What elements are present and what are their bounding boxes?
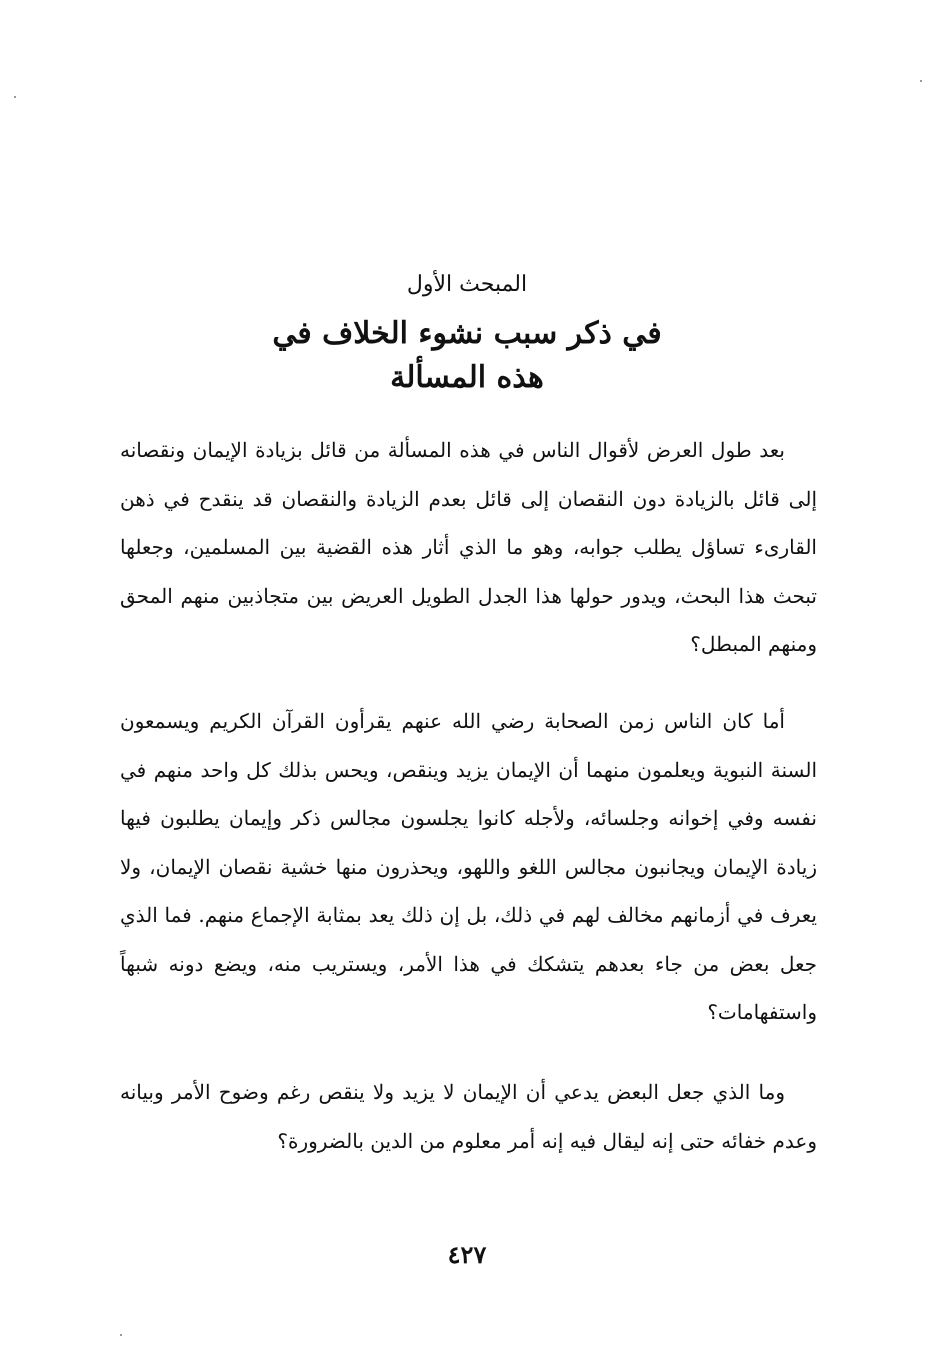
scan-speck [14, 96, 16, 98]
scan-speck [120, 1334, 122, 1336]
scan-speck [920, 80, 922, 82]
page-number: ٤٢٧ [447, 1240, 487, 1269]
section-title-line-1: في ذكر سبب نشوء الخلاف في [272, 316, 662, 351]
paragraph-1 [120, 426, 817, 669]
paragraph-1-text: بعد طول العرض لأقوال الناس في هذه المسألة من قائل بزيادة الإيمان ونقصانه إلى قائل بالزيادة دون النقصان إلى قائل بعدم الزيادة والنقصان قد ينقدح في ذهن القارىء تساؤل يطلب جوابه، وهو ما الذي أثار هذه القضية بين المسلمين، وجعلها تبحث هذا البحث، ويدور حولها هذا الجدل الطويل العريض بين متجاذبين منهم المحق ومنهم المبطل؟ [120, 438, 817, 656]
section-title-line-2: هذه المسألة [390, 360, 544, 395]
paragraph-2 [120, 697, 817, 1037]
paragraph-3-text: وما الذي جعل البعض يدعي أن الإيمان لا يزيد ولا ينقص رغم وضوح الأمر وبيانه وعدم خفائه حتى إنه ليقال فيه إنه أمر معلوم من الدين بالضرورة؟ [120, 1080, 817, 1153]
paragraph-3 [120, 1068, 817, 1165]
paragraph-2-text: أما كان الناس زمن الصحابة رضي الله عنهم يقرأون القرآن الكريم ويسمعون السنة النبوية ويعلمون منهما أن الإيمان يزيد وينقص، ويحس بذلك كل واحد منهم في نفسه وفي إخوانه وجلسائه، ولأجله كانوا يجلسون مجالس ذكر وإيمان يطلبون فيها زيادة الإيمان ويجانبون مجالس اللغو واللهو، ويحذرون منها خشية نقصان الإيمان، ولا يعرف في أزمانهم مخالف لهم في ذلك، بل إن ذلك يعد بمثابة الإجماع منهم. فما الذي جعل بعض من جاء بعدهم يتشكك في هذا الأمر، ويستريب منه، ويضع دونه شبهاً واستفهامات؟ [120, 709, 818, 1024]
section-label: المبحث الأول [406, 272, 528, 297]
